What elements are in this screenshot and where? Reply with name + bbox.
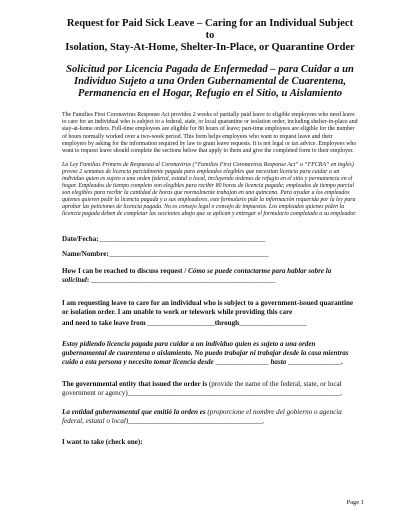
entity-field-en (62, 380, 358, 398)
care-request-en (62, 299, 358, 328)
name-field (62, 250, 358, 259)
entity-es-end: . (262, 416, 265, 425)
care-statement-en: I am requesting leave to care for an individual who is subject to a government-issued quarantine or isolation order. I am unable to work or telework while providing this care (62, 298, 354, 316)
entity-field-es (62, 408, 358, 426)
entity-input-line[interactable]: ____________________________________________________________ (127, 388, 341, 397)
entity-label: The governmental entity that issued the order is (62, 379, 208, 388)
entity-es-input-line[interactable]: ______________________________________ (128, 416, 263, 425)
contact-colon: : (86, 275, 91, 284)
care-and-label: and need to take leave from (62, 318, 148, 327)
entity-end: . (340, 388, 343, 397)
care-through-label: through (214, 318, 240, 327)
name-input-line[interactable]: _____________________________________________ (108, 249, 269, 258)
subtitle-line-3: Permanencia en el Hogar, Refugio en el Sitio, u Aislamiento (77, 88, 343, 100)
care-es-from-input-line[interactable]: _______________ (215, 357, 269, 366)
page-title (62, 18, 358, 55)
date-label: Date/Fecha: (62, 234, 99, 243)
intro-english: The Families First Coronavirus Response Act provides 2 weeks of partially paid leave to eligible employees who need leave to care for an individual who is subject to a federal, state, or local quarantine or isolation order, including shelter-in-place and stay-at-home orders. Full-time employees are eligible for 80 hours of leave; part-time employees are eligible for the number of hours normally worked over a two-week period. This form helps employees who want to request leave and their employers by asking for the information required by law to grant leave requests. It is not legal or tax advice. Employees who want to request leave should complete the sections below that apply to them and give the completed form to their employer. (62, 112, 358, 154)
care-dates-en (62, 319, 358, 328)
care-es-hasta-input-line[interactable]: _______________ (288, 357, 342, 366)
page-subtitle (62, 64, 358, 101)
leave-type-heading: I want to take (check one): (62, 437, 143, 446)
care-request-es (62, 340, 358, 367)
subtitle-line-2: Individuo Sujeto a una Orden Gubernamental de Cuarentena, (74, 75, 346, 87)
contact-field (62, 267, 358, 285)
page-number: Page 1 (346, 499, 364, 506)
contact-label-en: How I can be reached to discuss request / (62, 266, 189, 275)
contact-label-es: Cómo se puede contactarme para hablar sobre la solicitud (62, 266, 332, 284)
title-line-2: Isolation, Stay-At-Home, Shelter-In-Place, or Quarantine Order (65, 42, 355, 54)
contact-input-line[interactable]: ____________________________________________________ (90, 275, 276, 284)
entity-es-label: La entidad gubernamental que emitió la orden es (62, 407, 206, 416)
care-es-end: . (341, 357, 343, 366)
entity-hint: (provide the name of the federal, state, or local government or agency) (62, 379, 342, 397)
name-label: Name/Nombre: (62, 249, 109, 258)
title-line-1: Request for Paid Sick Leave – Caring for an Individual Subject to (66, 18, 354, 42)
care-es-hasta-label: hasta (268, 357, 289, 366)
care-through-input-line[interactable]: ___________________ (239, 318, 307, 327)
subtitle-line-1: Solicitud por Licencia Pagada de Enfermedad – para Cuidar a un (66, 63, 354, 75)
date-input-line[interactable]: _______________________________________________ (98, 234, 266, 243)
date-field (62, 235, 358, 244)
intro-spanish: La Ley Familias Primero de Respuesta al Coronavirus (“Families First Coronavirus Response Act” o “FFCRA” en inglés) provee 2 semanas de licencia parcialmente pagada para empleados elegibles que necesitan licencia para cuidar a un individuo quien es sujeto a una orden federal, estatal o local, incluyendo órdenes de refugio en el sitio y permanencia en el hogar. Empleados de tiempo completo son elegibles para recibir 80 horas de licencia pagada; empleados de tiempo parcial son elegibles para recibir la cantidad de horas que normalmente trabajan en una quincena. Para ayudar a los empleados quienes quieren pedir la licencia pagada y a sus empleadores, este formulario pide la información requerida por la ley para aprobar las peticiones de licencia pagada. No es consejo legal o consejo de impuestos. Los empleados quienes piden la licencia pagada deben de completar las secciones abajo que se aplican y entregar el formulario completado a su empleador. (62, 161, 357, 218)
care-from-input-line[interactable]: ___________________ (147, 318, 215, 327)
care-statement-es: Estoy pidiendo licencia pagada para cuidar a un individuo quien es sujeto a una orden gubernamental de cuarentena o aislamiento. No puedo trabajar ni trabajar desde la casa mientras cuido a esta persona y necesito tomar licencia desde (62, 339, 349, 366)
entity-es-hint: (proporcione el nombre del gobierno o agencia federal, estatal o local) (62, 407, 342, 425)
